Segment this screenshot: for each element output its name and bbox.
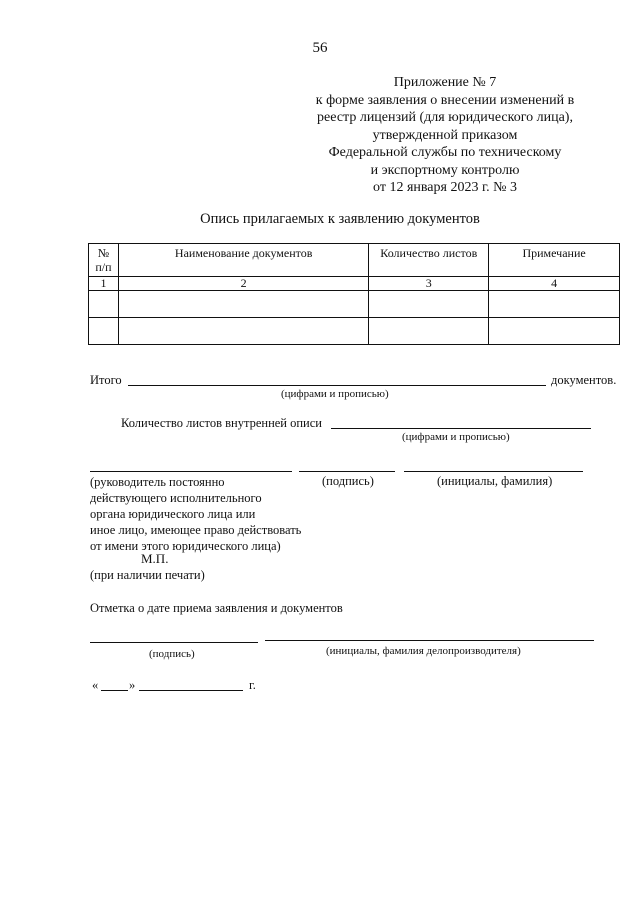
table-cell[interactable] (89, 291, 119, 318)
table-cell[interactable] (369, 291, 489, 318)
receipt-name-hint: (инициалы, фамилия делопроизводителя) (326, 645, 521, 657)
header-number-line2: п/п (95, 260, 112, 274)
header-note: Примечание (489, 244, 620, 277)
table-row (89, 291, 620, 318)
documents-table (88, 243, 620, 345)
name-field-line[interactable] (404, 471, 583, 472)
date-month-line[interactable] (139, 690, 243, 691)
header-document-name: Наименование документов (118, 244, 368, 277)
table-cell[interactable] (118, 318, 368, 345)
total-suffix: документов. (551, 373, 617, 387)
total-label: Итого (90, 373, 122, 387)
internal-sheets-hint: (цифрами и прописью) (402, 431, 510, 443)
col-number-cell: 3 (369, 277, 489, 291)
stamp-label: М.П. (141, 551, 169, 566)
signature-field-line[interactable] (299, 471, 395, 472)
role-line: действующего исполнительного (90, 491, 262, 505)
name-hint: (инициалы, фамилия) (437, 474, 553, 488)
table-cell[interactable] (89, 318, 119, 345)
role-field-line[interactable] (90, 471, 292, 472)
appendix-line: утвержденной приказом (372, 127, 518, 143)
page-number: 56 (312, 40, 328, 56)
total-hint: (цифрами и прописью) (281, 388, 389, 400)
appendix-header (300, 74, 590, 197)
internal-sheets-field-line[interactable] (331, 428, 591, 429)
signature-hint: (подпись) (322, 474, 374, 488)
role-line: от имени этого юридического лица) (90, 539, 281, 553)
date-open-quote: « (92, 678, 99, 692)
receipt-signature-hint: (подпись) (149, 648, 195, 660)
internal-sheets-label: Количество листов внутренней описи (121, 416, 322, 430)
table-row (89, 318, 620, 345)
appendix-line: к форме заявления о внесении изменений в (315, 92, 575, 108)
role-line: (руководитель постоянно (90, 475, 225, 489)
role-line: иное лицо, имеющее право действовать (90, 523, 302, 537)
date-close-quote: » (129, 678, 136, 692)
appendix-line: Федеральной службы по техническому (328, 145, 562, 160)
table-cell[interactable] (118, 291, 368, 318)
col-number-cell: 2 (118, 277, 368, 291)
table-column-numbers-row (89, 277, 620, 291)
date-day-line[interactable] (101, 690, 128, 691)
document-title: Опись прилагаемых к заявлению документов (200, 211, 480, 227)
receipt-name-line[interactable] (265, 640, 594, 641)
header-number (89, 244, 119, 277)
appendix-line: и экспортному контролю (370, 162, 520, 178)
table-cell[interactable] (489, 291, 620, 318)
table-cell[interactable] (369, 318, 489, 345)
col-number-cell: 4 (489, 277, 620, 291)
table-header-row (89, 244, 620, 277)
header-number-line1: № (97, 246, 110, 260)
receipt-signature-line[interactable] (90, 642, 258, 643)
role-line: органа юридического лица или (90, 507, 256, 521)
appendix-line: от 12 января 2023 г. № 3 (373, 180, 517, 195)
table-cell[interactable] (489, 318, 620, 345)
stamp-note: (при наличии печати) (90, 568, 205, 582)
receipt-label: Отметка о дате приема заявления и документов (90, 601, 343, 615)
signatory-role-caption (90, 474, 301, 554)
appendix-line: реестр лицензий (для юридического лица), (317, 110, 573, 125)
col-number-cell: 1 (89, 277, 119, 291)
header-sheet-count: Количество листов (369, 244, 489, 277)
date-year-suffix: г. (249, 678, 256, 692)
appendix-line: Приложение № 7 (393, 75, 497, 90)
total-field-line[interactable] (128, 385, 546, 386)
